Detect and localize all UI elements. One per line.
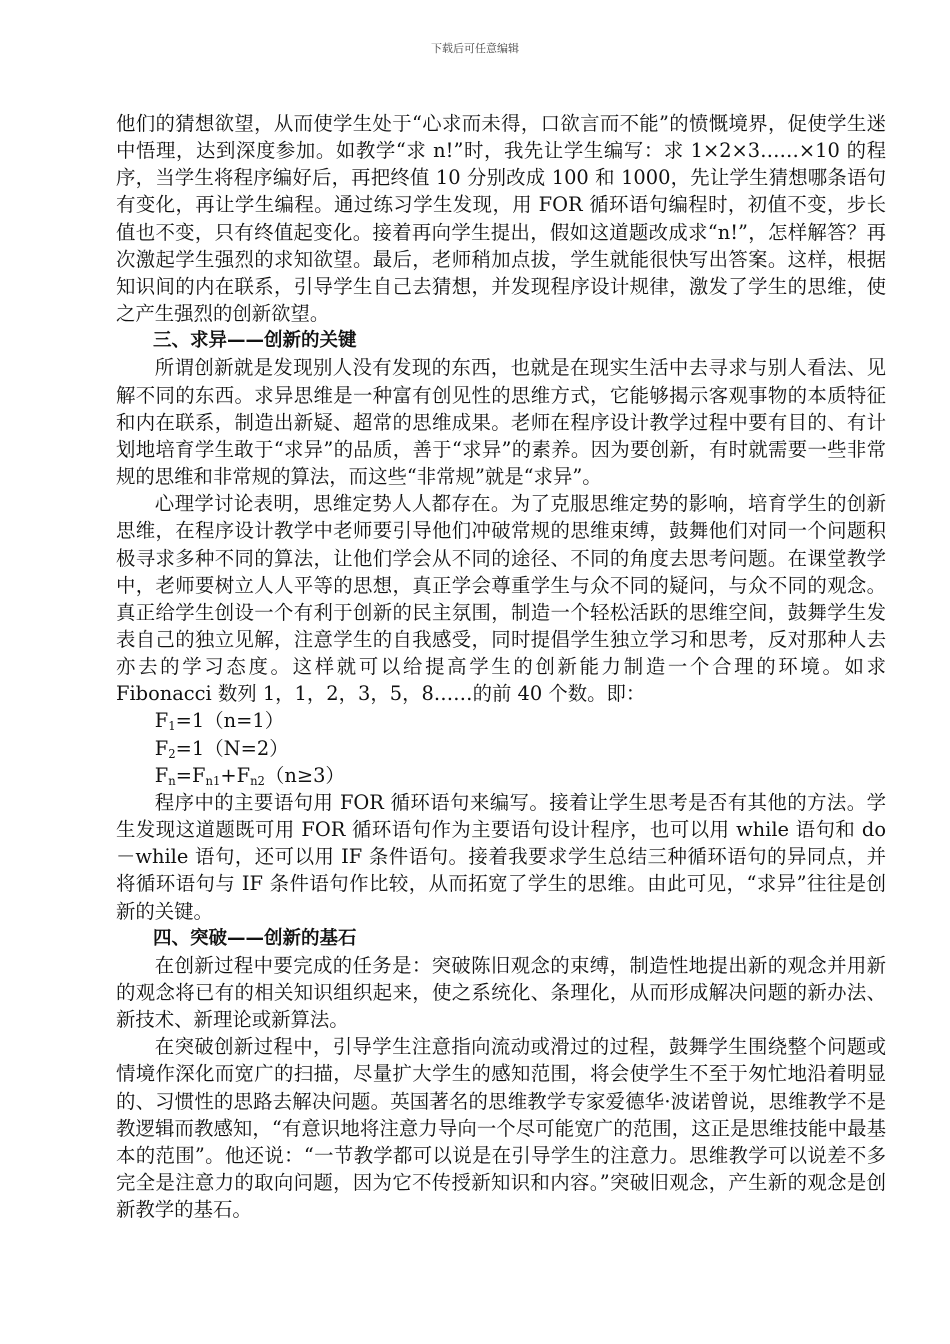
page-header: 下载后可任意编辑 [431,42,519,55]
paragraph: 所谓创新就是发现别人没有发现的东西，也就是在现实生活中去寻求与别人看法、见解不同的东西。求异思维是一种富有创见性的思维方式，它能够揭示客观事物的本质特征和内在联系，制造出新疑、超常的思维成果。老师在程序设计教学过程中要有目的、有计划地培育学生敢于“求异”的品质，善于“求异”的素养。因为要创新，有时就需要一些非常规的思维和非常规的算法，而这些“非常规”就是“求异”。 [116,356,886,489]
paragraph: 在突破创新过程中，引导学生注意指向流动或滑过的过程，鼓舞学生围绕整个问题或情境作深化而宽广的扫描，尽量扩大学生的感知范围，将会使学生不至于匆忙地沿着明显的、习惯性的思路去解决问题。英国著名的思维教学专家爱德华·波诺曾说，思维教学不是教逻辑而教感知，“有意识地将注意力导向一个尽可能宽广的范围，这正是思维技能中最基本的范围”。他还说：“一节教学都可以说是在引导学生的注意力。思维教学可以说差不多完全是注意力的取向问题，因为它不传授新知识和内容。”突破旧观念，产生新的观念是创新教学的基石。 [116,1035,886,1222]
section-heading: 四、突破——创新的基石 [153,927,357,949]
formula-f2: $F_2=1(N=2)$ [154,736,289,761]
formula-f1: $F_1=1(n=1)$ [154,709,285,734]
paragraph: 心理学讨论表明，思维定势人人都存在。为了克服思维定势的影响，培育学生的创新思维，在程序设计教学中老师要引导他们冲破常规的思维束缚，鼓舞他们对同一个问题积极寻求多种不同的算法，让他们学会从不同的途径、不同的角度去思考问题。在课堂教学中，老师要树立人人平等的思想，真正学会尊重学生与众不同的疑问，与众不同的观念。真正给学生创设一个有利于创新的民主氛围，制造一个轻松活跃的思维空间，鼓舞学生发表自己的独立见解，注意学生的自我感受，同时提倡学生独立学习和思考，反对那种人去亦去的学习态度。这样就可以给提高学生的创新能力制造一个合理的环境。如求 Fibonacci 数列 1，1，2，3，5，8……的前 40 个数。即： [116,492,886,706]
paragraph: 在创新过程中要完成的任务是：突破陈旧观念的束缚，制造性地提出新的观念并用新的观念将已有的相关知识组织起来，使之系统化、条理化，从而形成解决问题的新办法、新技术、新理论或新算法。 [116,953,886,1032]
paragraph: 他们的猜想欲望，从而使学生处于“心求而未得，口欲言而不能”的愤慨境界，促使学生迷中悟理，达到深度参加。如教学“求 n!”时，我先让学生编写：求 1×2×3……×10 的程序，当学生将程序编好后，再把终值 10 分别改成 100 和 1000，先让学生猜想哪条语句有变化，再让学生编程。通过练习学生发现，用 FOR 循环语句编程时，初值不变，步长值也不变，只有终值起变化。接着再向学生提出，假如这道题改成求“n!”，怎样解答？再次激起学生强烈的求知欲望。最后，老师稍加点拔，学生就能很快写出答案。这样，根据知识间的内在联系，引导学生自己去猜想，并发现程序设计规律，激发了学生的思维，使之产生强烈的创新欲望。 [116,112,886,326]
section-heading: 三、求异——创新的关键 [153,330,357,352]
document-body [116,110,886,1223]
paragraph: 程序中的主要语句用 FOR 循环语句来编写。接着让学生思考是否有其他的方法。学生发现这道题既可用 FOR 循环语句作为主要语句设计程序，也可以用 while 语句和 do－while 语句，还可以用 IF 条件语句。接着我要求学生总结三种循环语句的异同点，并将循环语句与 IF 条件语句作比较，从而拓宽了学生的思维。由此可见，“求异”往往是创新的关键。 [116,790,886,923]
formula-fn: $F_n=F_{n1}+F_{n2}(n\ge 3)$ [154,763,345,788]
